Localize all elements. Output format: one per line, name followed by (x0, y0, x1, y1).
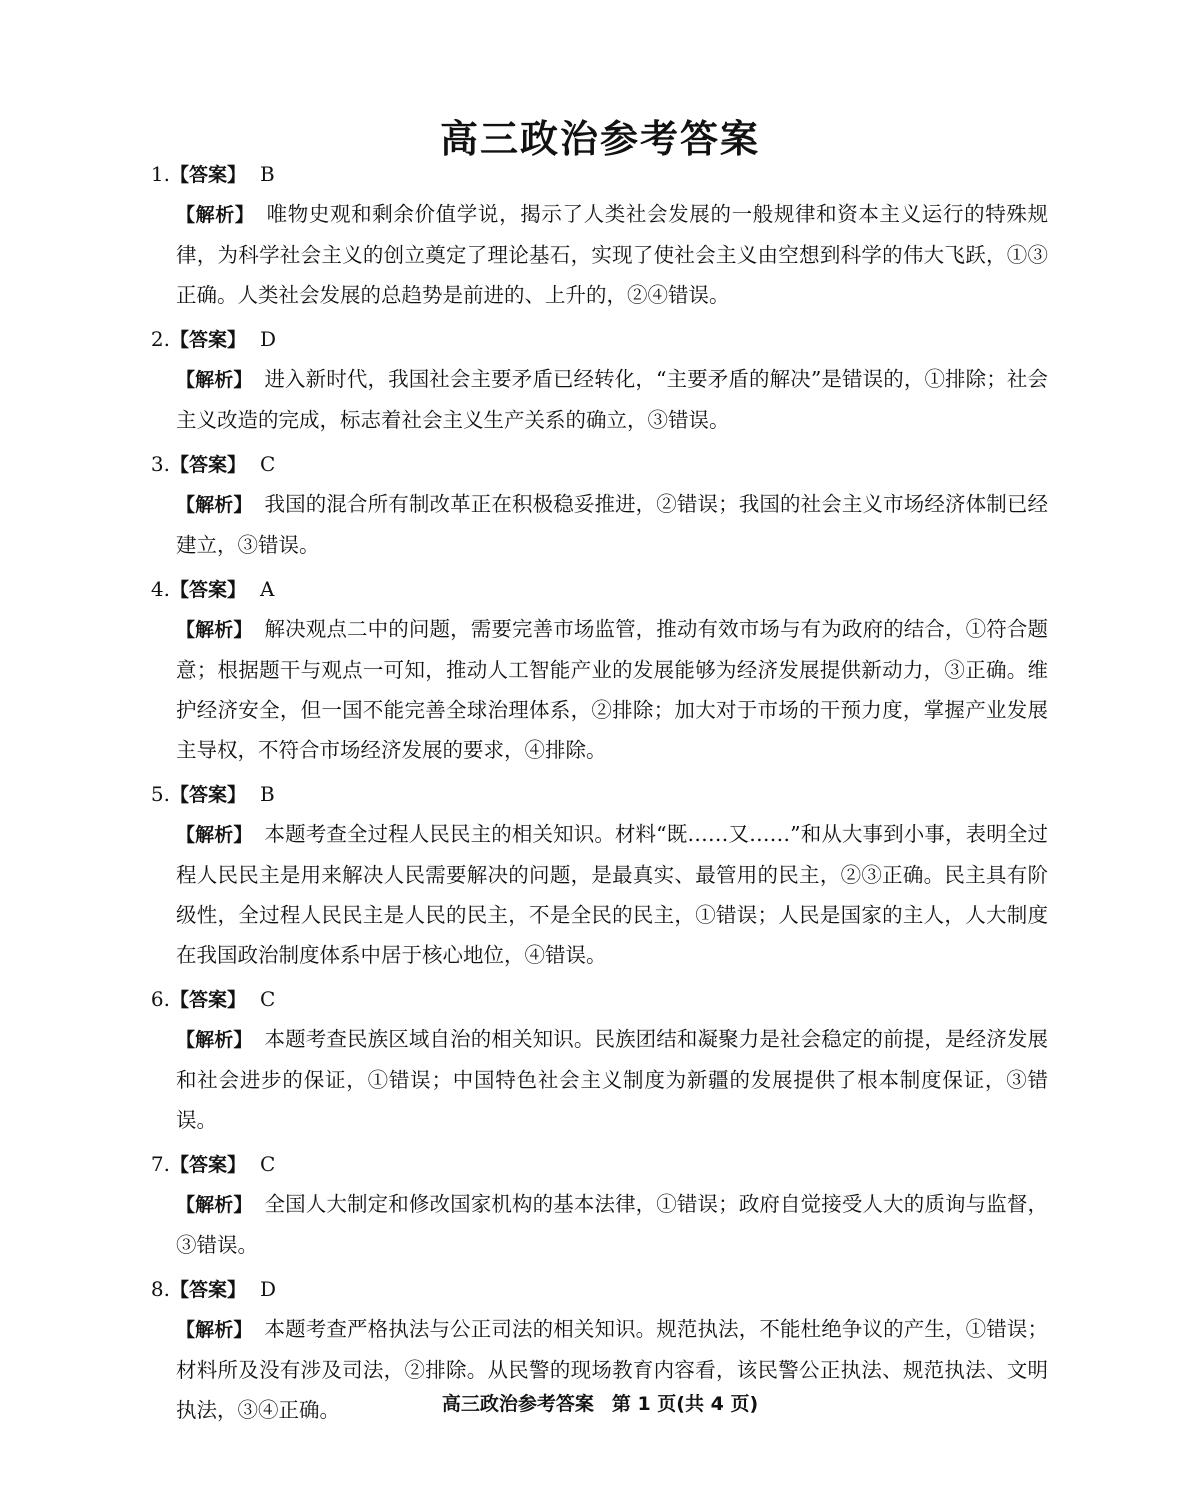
question-number: 8. (150, 1277, 170, 1301)
answer-value: A (260, 577, 275, 601)
answer-line (140, 321, 1048, 357)
analysis-tag: 【解析】 (176, 824, 253, 846)
answer-line (140, 1271, 1048, 1307)
answer-tag: 【答案】 (170, 1279, 247, 1301)
question-number: 7. (150, 1152, 170, 1176)
answer-line (140, 981, 1048, 1017)
answer-tag: 【答案】 (170, 164, 247, 186)
analysis-paragraph (176, 1184, 1048, 1265)
footer-title: 高三政治参考答案 (441, 1393, 594, 1415)
analysis-text: 本题考查全过程人民民主的相关知识。材料“既……又……”和从大事到小事，表明全过程人民民主是用来解决人民需要解决的问题，是最真实、最管用的民主，②③正确。民主具有阶级性，全过程人民民主是人民的民主，不是全民的民主，①错误；人民是国家的主人，人大制度在我国政治制度体系中居于核心地位，④错误。 (176, 822, 1048, 967)
analysis-text: 我国的混合所有制改革正在积极稳妥推进，②错误；我国的社会主义市场经济体制已经建立，③错误。 (176, 492, 1048, 557)
answer-tag: 【答案】 (170, 784, 247, 806)
answer-value: B (260, 162, 275, 186)
page-indicator: 第 1 页(共 4 页) (611, 1393, 759, 1415)
question-number: 1. (150, 162, 170, 186)
analysis-text: 本题考查严格执法与公正司法的相关知识。规范执法，不能杜绝争议的产生，①错误；材料所及没有涉及司法，②排除。从民警的现场教育内容看，该民警公正执法、规范执法、文明执法，③④正确。 (176, 1317, 1048, 1422)
answer-list (140, 156, 1048, 1436)
question-number: 3. (150, 452, 170, 476)
answer-value: B (260, 782, 275, 806)
analysis-text: 全国人大制定和修改国家机构的基本法律，①错误；政府自觉接受人大的质询与监督，③错误。 (176, 1192, 1048, 1257)
question-item (140, 156, 1048, 315)
analysis-paragraph (176, 1019, 1048, 1140)
answer-value: C (260, 452, 276, 476)
page-footer (0, 1389, 1200, 1416)
answer-tag: 【答案】 (170, 329, 247, 351)
question-item (140, 981, 1048, 1140)
analysis-tag: 【解析】 (176, 1029, 253, 1051)
answer-tag: 【答案】 (170, 989, 247, 1011)
question-number: 6. (150, 987, 170, 1011)
analysis-paragraph (176, 609, 1048, 770)
answer-value: D (260, 1277, 277, 1301)
answer-line (140, 1146, 1048, 1182)
analysis-text: 进入新时代，我国社会主要矛盾已经转化，“主要矛盾的解决”是错误的，①排除；社会主义改造的完成，标志着社会主义生产关系的确立，③错误。 (176, 367, 1048, 432)
answer-tag: 【答案】 (170, 579, 247, 601)
answer-tag: 【答案】 (170, 1154, 247, 1176)
analysis-text: 唯物史观和剩余价值学说，揭示了人类社会发展的一般规律和资本主义运行的特殊规律，为科学社会主义的创立奠定了理论基石，实现了使社会主义由空想到科学的伟大飞跃，①③正确。人类社会发展的总趋势是前进的、上升的，②④错误。 (176, 202, 1048, 307)
answer-value: C (260, 987, 276, 1011)
question-item (140, 321, 1048, 440)
question-item (140, 571, 1048, 770)
analysis-paragraph (176, 194, 1048, 315)
question-item (140, 446, 1048, 565)
question-number: 2. (150, 327, 170, 351)
question-number: 4. (150, 577, 170, 601)
analysis-tag: 【解析】 (176, 369, 253, 391)
answer-tag: 【答案】 (170, 454, 247, 476)
analysis-tag: 【解析】 (176, 204, 255, 226)
analysis-tag: 【解析】 (176, 619, 253, 641)
analysis-tag: 【解析】 (176, 1319, 253, 1341)
answer-line (140, 156, 1048, 192)
analysis-paragraph (176, 359, 1048, 440)
answer-line (140, 776, 1048, 812)
answer-line (140, 571, 1048, 607)
page-title: 高三政治参考答案 (439, 117, 760, 161)
analysis-paragraph (176, 814, 1048, 975)
analysis-paragraph (176, 484, 1048, 565)
question-item (140, 776, 1048, 975)
answer-value: D (260, 327, 277, 351)
answer-value: C (260, 1152, 276, 1176)
analysis-text: 解决观点二中的问题，需要完善市场监管，推动有效市场与有为政府的结合，①符合题意；根据题干与观点一可知，推动人工智能产业的发展能够为经济发展提供新动力，③正确。维护经济安全，但一国不能完善全球治理体系，②排除；加大对于市场的干预力度，掌握产业发展主导权，不符合市场经济发展的要求，④排除。 (176, 617, 1048, 762)
question-item (140, 1146, 1048, 1265)
answer-line (140, 446, 1048, 482)
question-number: 5. (150, 782, 170, 806)
analysis-tag: 【解析】 (176, 494, 253, 516)
analysis-tag: 【解析】 (176, 1194, 253, 1216)
analysis-text: 本题考查民族区域自治的相关知识。民族团结和凝聚力是社会稳定的前提，是经济发展和社会进步的保证，①错误；中国特色社会主义制度为新疆的发展提供了根本制度保证，③错误。 (176, 1027, 1048, 1132)
